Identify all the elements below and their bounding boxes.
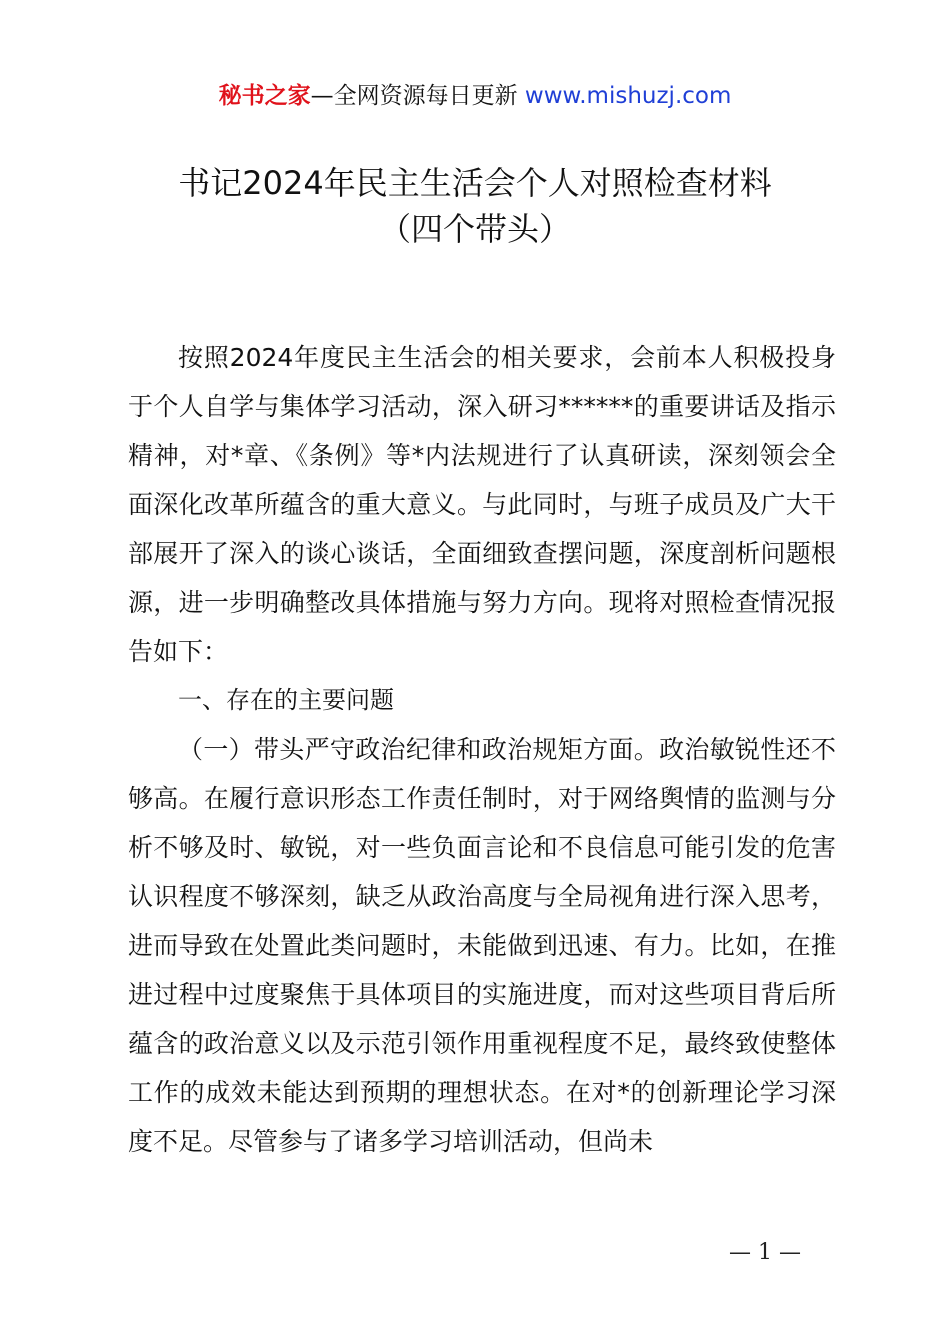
document-body — [128, 333, 836, 1166]
document-title — [0, 160, 950, 252]
section-paragraph: （一）带头严守政治纪律和政治规矩方面。政治敏锐性还不够高。在履行意识形态工作责任制时，对于网络舆情的监测与分析不够及时、敏锐，对一些负面言论和不良信息可能引发的危害认识程度不够深刻，缺乏从政治高度与全局视角进行深入思考，进而导致在处置此类问题时，未能做到迅速、有力。比如，在推进过程中过度聚焦于具体项目的实施进度，而对这些项目背后所蕴含的政治意义以及示范引领作用重视程度不足，最终致使整体工作的成效未能达到预期的理想状态。在对*的创新理论学习深度不足。尽管参与了诸多学习培训活动，但尚未 — [128, 735, 836, 1156]
section-heading: 一、存在的主要问题 — [178, 686, 394, 714]
site-url-link[interactable]: www.mishuzj.com — [524, 83, 732, 109]
site-banner — [0, 80, 950, 112]
title-line-1: 书记2024年民主生活会个人对照检查材料 — [178, 164, 772, 202]
site-brand: 秘书之家 — [218, 83, 311, 109]
site-slogan: —全网资源每日更新 — [310, 83, 518, 109]
page-number: — 1 — — [729, 1240, 801, 1265]
title-line-2: （四个带头） — [378, 210, 571, 248]
intro-paragraph: 按照2024年度民主生活会的相关要求，会前本人积极投身于个人自学与集体学习活动，深入研习******的重要讲话及指示精神，对*章、《条例》等*内法规进行了认真研读，深刻领会全面深化改革所蕴含的重大意义。与此同时，与班子成员及广大干部展开了深入的谈心谈话，全面细致查摆问题，深度剖析问题根源，进一步明确整改具体措施与努力方向。现将对照检查情况报告如下： — [128, 343, 836, 666]
